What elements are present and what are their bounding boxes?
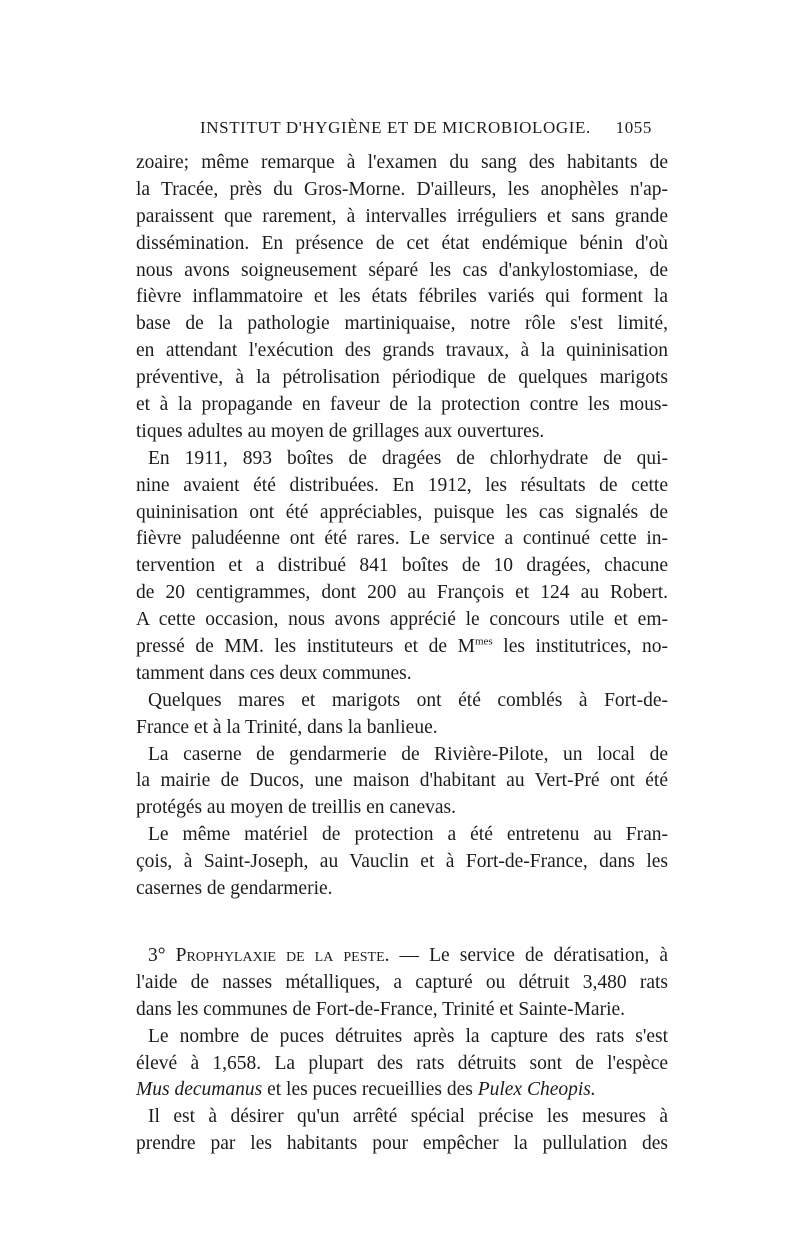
text-line: fièvre inflammatoire et les états fébriles variés qui forment la bbox=[136, 286, 668, 308]
text-line: En 1911, 893 boîtes de dragées de chlorhydrate de qui- bbox=[148, 447, 668, 469]
running-header bbox=[200, 118, 652, 142]
text-line: dissémination. En présence de cet état endémique bénin d'où bbox=[136, 232, 668, 254]
page-number: 1055 bbox=[615, 118, 652, 137]
text-line: et à la propagande en faveur de la protection contre les mous- bbox=[136, 394, 668, 416]
text-line: Le même matériel de protection a été entretenu au Fran- bbox=[148, 824, 668, 846]
text-line: çois, à Saint-Joseph, au Vauclin et à Fort-de-France, dans les bbox=[136, 851, 668, 873]
text-line: La caserne de gendarmerie de Rivière-Pilote, un local de bbox=[148, 743, 668, 765]
text-line: tamment dans ces deux communes. bbox=[136, 662, 412, 684]
species-name: Mus decumanus bbox=[136, 1079, 263, 1101]
text-fragment: — Le service de dératisation, à bbox=[389, 944, 669, 966]
text-line: l'aide de nasses métalliques, a capturé ou détruit 3,480 rats bbox=[136, 971, 668, 993]
text-line: dans les communes de Fort-de-France, Trinité et Sainte-Marie. bbox=[136, 998, 626, 1020]
text-fragment: pressé de MM. les instituteurs et de M bbox=[136, 636, 475, 658]
text-line: quininisation ont été appréciables, puisque les cas signalés de bbox=[136, 501, 668, 523]
text-line: Quelques mares et marigots ont été comblés à Fort-de- bbox=[148, 689, 668, 711]
text-line: protégés au moyen de treillis en canevas. bbox=[136, 797, 457, 819]
text-line: nine avaient été distribuées. En 1912, les résultats de cette bbox=[136, 474, 668, 496]
species-name: Pulex Cheopis. bbox=[477, 1079, 596, 1101]
text-line: nous avons soigneusement séparé les cas d'ankylostomiase, de bbox=[136, 259, 668, 281]
text-line: France et à la Trinité, dans la banlieue. bbox=[136, 716, 438, 738]
section-gap bbox=[136, 903, 668, 943]
text-fragment: et les puces recueillies des bbox=[262, 1079, 478, 1101]
section-heading: Prophylaxie de la peste. bbox=[175, 944, 390, 966]
text-line: paraissent que rarement, à intervalles irréguliers et sans grande bbox=[136, 205, 668, 227]
text-line: élevé à 1,658. La plupart des rats détruits sont de l'espèce bbox=[136, 1052, 668, 1074]
text-line: prendre par les habitants pour empêcher la pullulation des bbox=[136, 1133, 668, 1155]
text-line bbox=[136, 1077, 668, 1104]
text-line: tiques adultes au moyen de grillages aux ouvertures. bbox=[136, 420, 545, 442]
text-line bbox=[136, 634, 668, 661]
text-fragment: les institutrices, no- bbox=[492, 636, 668, 658]
text-line: Il est à désirer qu'un arrêté spécial précise les mesures à bbox=[148, 1106, 668, 1128]
text-line: Le nombre de puces détruites après la capture des rats s'est bbox=[148, 1025, 668, 1047]
text-line: en attendant l'exécution des grands travaux, à la quininisation bbox=[136, 340, 668, 362]
text-line: tervention et a distribué 841 boîtes de 10 dragées, chacune bbox=[136, 555, 668, 577]
section-number: 3° bbox=[148, 944, 166, 966]
text-line: zoaire; même remarque à l'examen du sang des habitants de bbox=[136, 152, 668, 173]
text-line: la Tracée, près du Gros-Morne. D'ailleurs, les anophèles n'ap- bbox=[136, 178, 668, 200]
running-title: INSTITUT D'HYGIÈNE ET DE MICROBIOLOGIE. bbox=[200, 118, 591, 137]
text-line: préventive, à la pétrolisation périodique de quelques marigots bbox=[136, 367, 668, 389]
section-heading-line bbox=[136, 943, 668, 970]
text-line: de 20 centigrammes, dont 200 au François et 124 au Robert. bbox=[136, 582, 668, 604]
text-line: la mairie de Ducos, une maison d'habitant au Vert-Pré ont été bbox=[136, 770, 668, 792]
text-line: A cette occasion, nous avons apprécié le concours utile et em- bbox=[136, 609, 668, 631]
body-text bbox=[136, 150, 668, 1158]
superscript: mes bbox=[474, 635, 493, 648]
text-line: base de la pathologie martiniquaise, notre rôle s'est limité, bbox=[136, 313, 668, 335]
text-line: casernes de gendarmerie. bbox=[136, 878, 333, 900]
text-line: fièvre paludéenne ont été rares. Le service a continué cette in- bbox=[136, 528, 668, 550]
